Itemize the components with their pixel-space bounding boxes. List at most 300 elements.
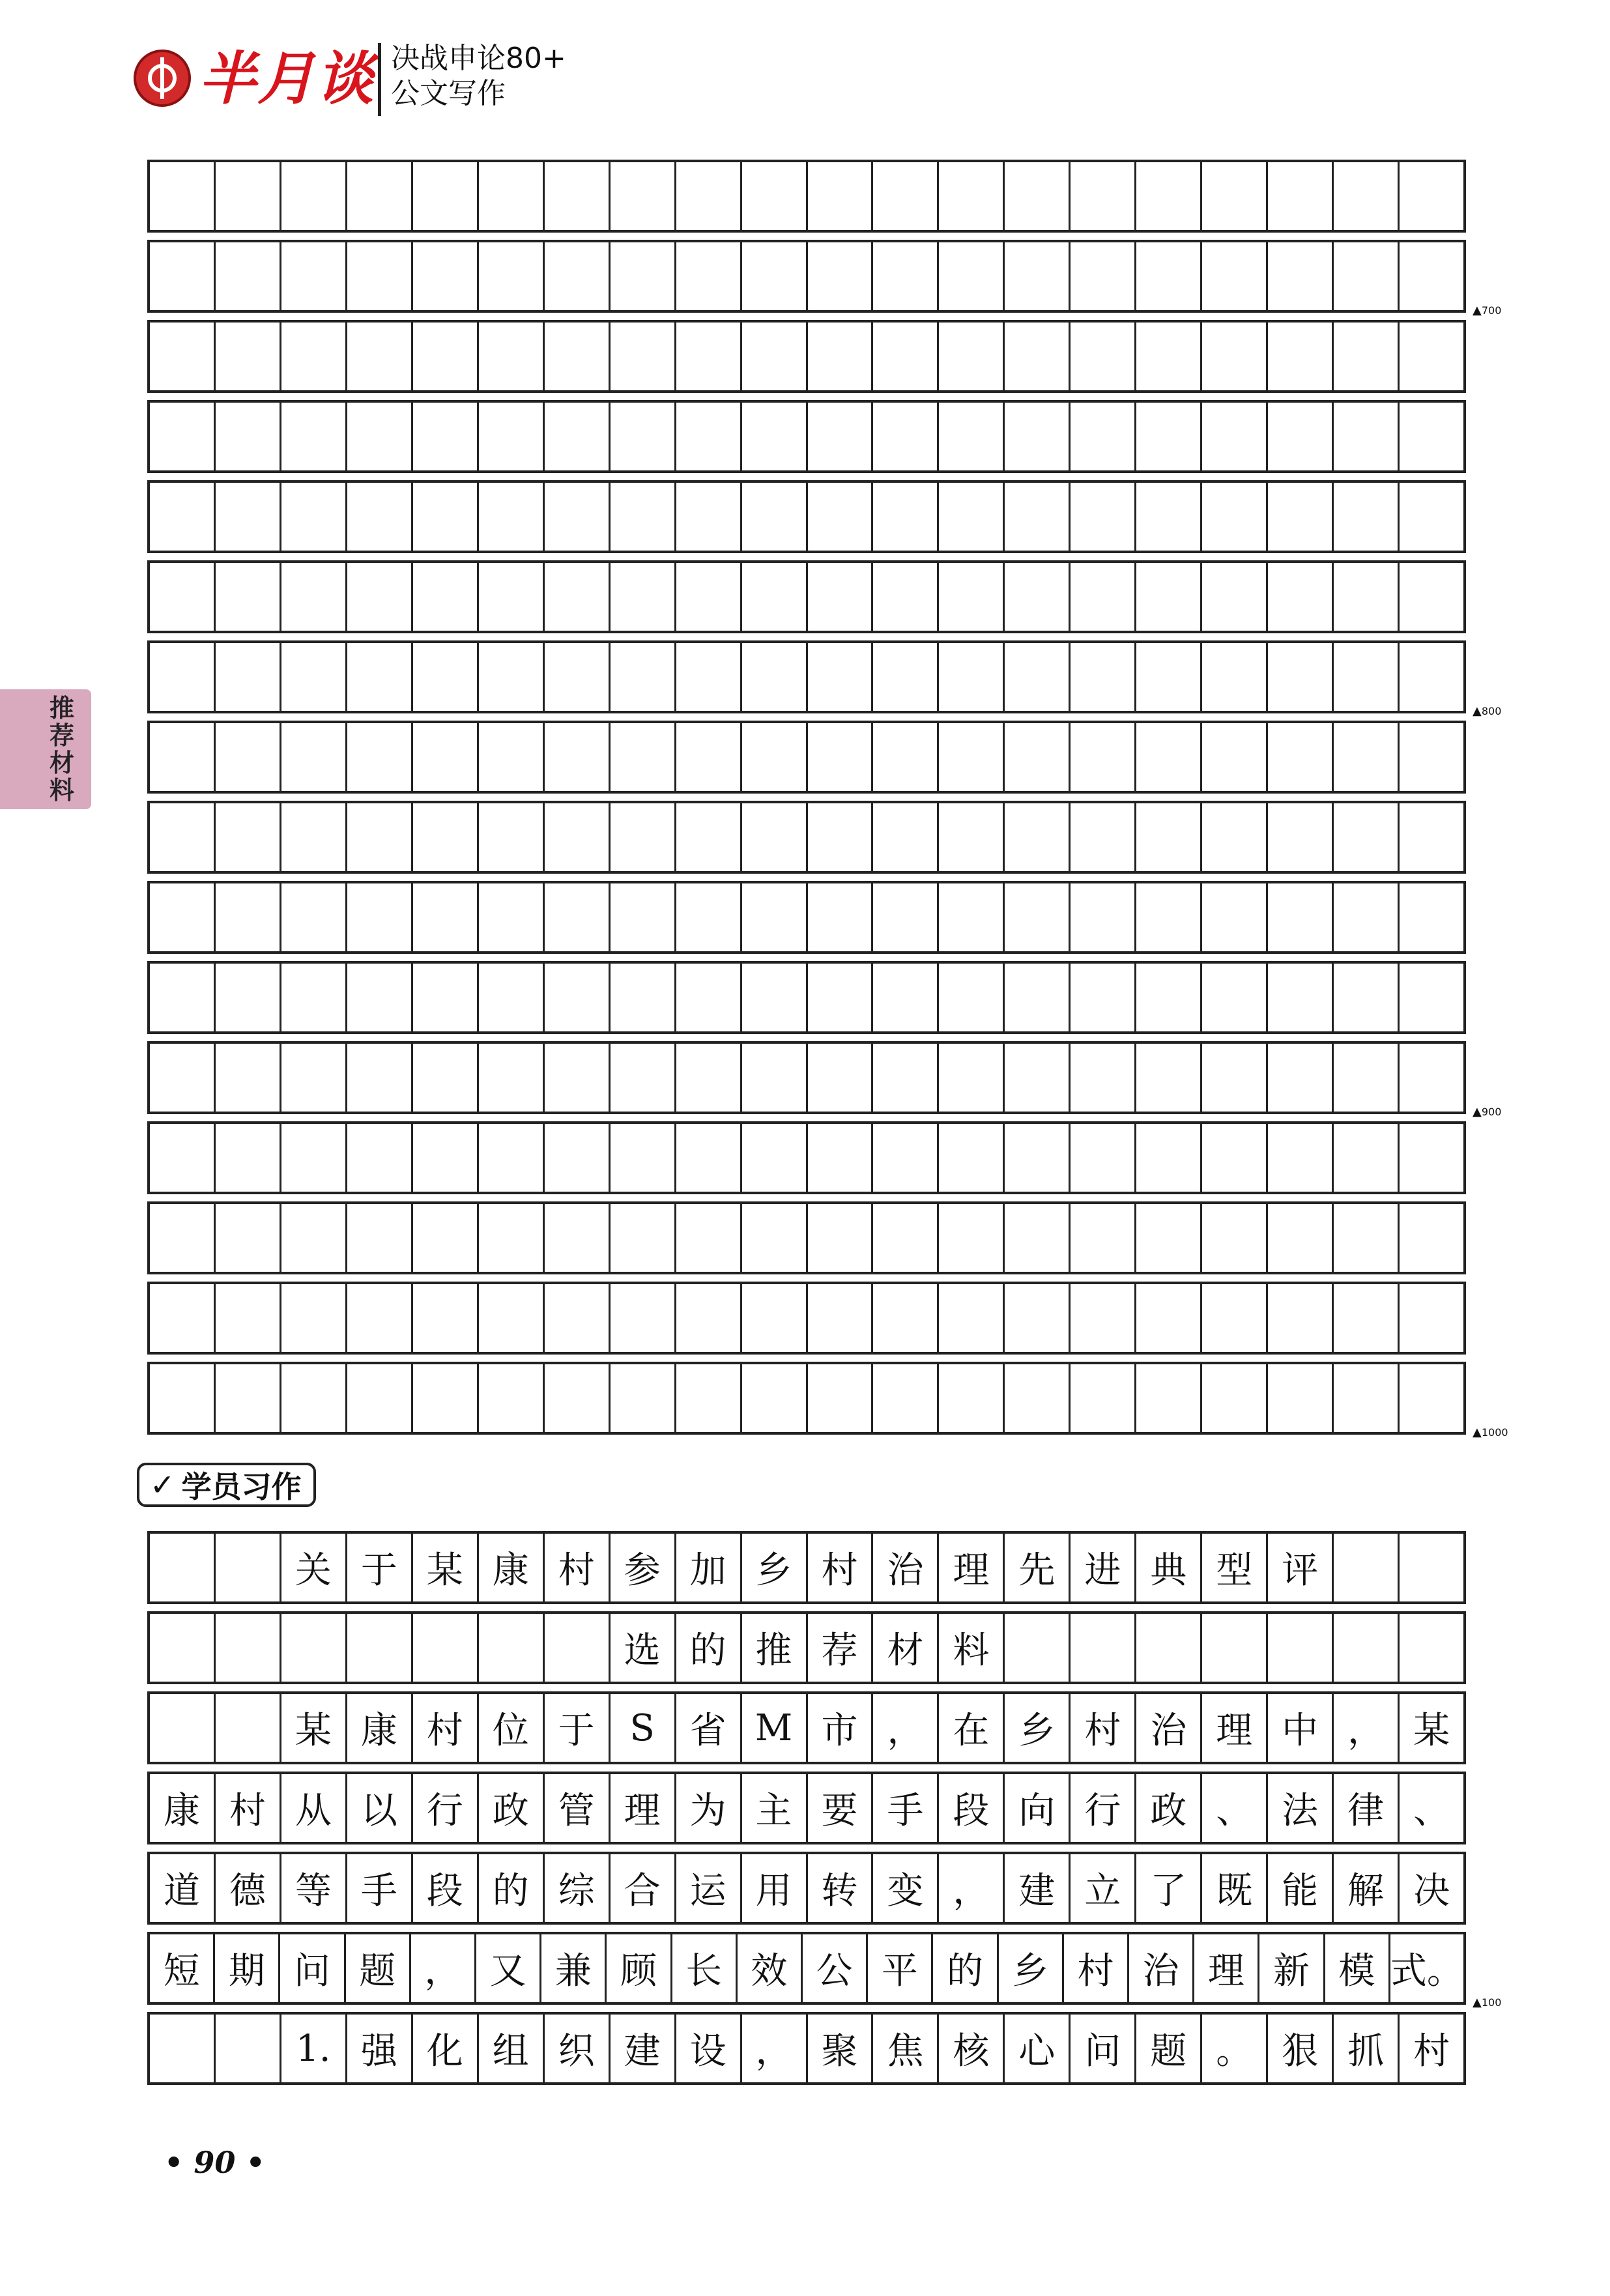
grid-cell — [808, 403, 874, 470]
grid-cell — [1268, 964, 1334, 1031]
grid-cell — [873, 1124, 939, 1192]
grid-cell — [1202, 883, 1268, 951]
grid-cell — [1202, 1284, 1268, 1352]
grid-cell — [150, 1124, 216, 1192]
grid-cell — [873, 323, 939, 390]
grid-cell — [1005, 1124, 1071, 1192]
essay-cell: 选 — [611, 1614, 676, 1682]
grid-cell — [281, 483, 347, 551]
grid-cell — [611, 723, 676, 791]
essay-cell — [1071, 1614, 1136, 1682]
essay-cell: 行 — [1071, 1774, 1136, 1842]
grid-cell — [611, 1364, 676, 1432]
essay-cell: 短 — [150, 1934, 215, 2002]
grid-cell — [873, 1204, 939, 1272]
essay-cell: 康 — [479, 1534, 545, 1601]
grid-row — [147, 560, 1466, 633]
grid-cell — [1136, 323, 1202, 390]
essay-cell: 于 — [347, 1534, 413, 1601]
essay-cell: 解 — [1334, 1854, 1400, 1922]
grid-cell — [347, 323, 413, 390]
grid-cell — [808, 162, 874, 230]
grid-cell — [1071, 883, 1136, 951]
grid-cell — [413, 563, 479, 631]
section-badge-label: 学员习作 — [181, 1469, 302, 1504]
grid-cell — [676, 1284, 742, 1352]
grid-cell — [1334, 1044, 1400, 1112]
grid-cell — [1268, 323, 1334, 390]
grid-cell — [281, 242, 347, 310]
grid-cell — [611, 883, 676, 951]
grid-cell — [347, 242, 413, 310]
grid-cell — [281, 162, 347, 230]
grid-cell — [150, 964, 216, 1031]
grid-cell — [808, 1204, 874, 1272]
essay-cell: 立 — [1071, 1854, 1136, 1922]
grid-cell — [1136, 242, 1202, 310]
essay-cell: 理 — [611, 1774, 676, 1842]
grid-cell — [1268, 1284, 1334, 1352]
essay-cell: 聚 — [808, 2015, 874, 2082]
grid-cell — [611, 964, 676, 1031]
grid-cell — [1334, 162, 1400, 230]
grid-row — [147, 480, 1466, 553]
essay-cell: 效 — [738, 1934, 803, 2002]
essay-cell: 村 — [216, 1774, 281, 1842]
essay-cell: 的 — [933, 1934, 998, 2002]
essay-cell — [1136, 1614, 1202, 1682]
essay-cell — [281, 1614, 347, 1682]
essay-cell: 化 — [413, 2015, 479, 2082]
grid-cell — [676, 1124, 742, 1192]
grid-cell — [1268, 1044, 1334, 1112]
essay-cell: 强 — [347, 2015, 413, 2082]
grid-cell — [545, 403, 611, 470]
grid-cell — [1400, 323, 1463, 390]
grid-cell — [413, 483, 479, 551]
grid-cell — [1268, 162, 1334, 230]
grid-cell — [611, 1204, 676, 1272]
grid-cell — [281, 1364, 347, 1432]
essay-cell: 问 — [1071, 2015, 1136, 2082]
essay-cell: 为 — [676, 1774, 742, 1842]
grid-cell — [808, 723, 874, 791]
essay-cell: 向 — [1005, 1774, 1071, 1842]
grid-cell — [413, 723, 479, 791]
grid-cell — [347, 1124, 413, 1192]
grid-cell — [1136, 1284, 1202, 1352]
grid-cell — [545, 483, 611, 551]
essay-cell — [216, 2015, 281, 2082]
grid-cell — [611, 403, 676, 470]
grid-cell — [216, 242, 281, 310]
essay-cell: 典 — [1136, 1534, 1202, 1601]
grid-cell — [347, 964, 413, 1031]
grid-cell — [1136, 563, 1202, 631]
essay-cell: ， — [939, 1854, 1005, 1922]
essay-cell: 转 — [808, 1854, 874, 1922]
grid-cell — [1071, 1284, 1136, 1352]
grid-cell — [742, 723, 808, 791]
essay-cell: 式。 — [1390, 1950, 1463, 1992]
grid-cell — [873, 643, 939, 711]
essay-cell: 村 — [1064, 1934, 1129, 2002]
grid-cell — [1005, 403, 1071, 470]
essay-cell: 市 — [808, 1694, 874, 1762]
grid-cell — [545, 1284, 611, 1352]
essay-cell — [150, 1534, 216, 1601]
grid-cell — [413, 883, 479, 951]
grid-row — [147, 721, 1466, 794]
grid-cell — [479, 1364, 545, 1432]
grid-cell — [1400, 723, 1463, 791]
grid-cell — [545, 643, 611, 711]
grid-cell — [1136, 1204, 1202, 1272]
essay-cell: 抓 — [1334, 2015, 1400, 2082]
essay-cell: S — [611, 1694, 676, 1762]
grid-cell — [479, 883, 545, 951]
grid-cell — [1400, 1204, 1463, 1272]
grid-cell — [808, 563, 874, 631]
grid-cell — [1268, 242, 1334, 310]
grid-row — [147, 1121, 1466, 1194]
grid-cell — [1202, 242, 1268, 310]
grid-cell — [150, 323, 216, 390]
grid-cell — [939, 323, 1005, 390]
grid-cell — [1071, 1044, 1136, 1112]
grid-cell — [1005, 323, 1071, 390]
grid-cell — [676, 162, 742, 230]
grid-cell — [676, 803, 742, 871]
grid-cell — [216, 964, 281, 1031]
header-divider — [378, 43, 381, 116]
grid-cell — [281, 1204, 347, 1272]
grid-cell — [150, 803, 216, 871]
grid-cell — [808, 1284, 874, 1352]
grid-cell — [1071, 483, 1136, 551]
grid-cell — [808, 883, 874, 951]
grid-cell — [216, 883, 281, 951]
grid-cell — [1005, 1284, 1071, 1352]
essay-row — [147, 2012, 1466, 2085]
grid-cell — [1202, 403, 1268, 470]
essay-cell: 手 — [873, 1774, 939, 1842]
grid-cell — [1005, 723, 1071, 791]
essay-row — [147, 1932, 1466, 2005]
essay-cell: 用 — [742, 1854, 808, 1922]
grid-cell — [413, 242, 479, 310]
grid-row — [147, 1041, 1466, 1114]
grid-cell — [545, 323, 611, 390]
essay-cell: 的 — [479, 1854, 545, 1922]
essay-cell: 题 — [346, 1934, 411, 2002]
grid-cell — [1400, 1284, 1463, 1352]
grid-cell — [1005, 883, 1071, 951]
essay-cell: 乡 — [1005, 1694, 1071, 1762]
grid-cell — [1334, 803, 1400, 871]
grid-cell — [347, 483, 413, 551]
grid-cell — [742, 964, 808, 1031]
grid-cell — [479, 162, 545, 230]
essay-cell: 加 — [676, 1534, 742, 1601]
grid-cell — [347, 1044, 413, 1112]
grid-cell — [939, 643, 1005, 711]
grid-cell — [939, 1204, 1005, 1272]
grid-row — [147, 320, 1466, 393]
grid-cell — [413, 1124, 479, 1192]
essay-cell: 变 — [873, 1854, 939, 1922]
grid-cell — [1071, 323, 1136, 390]
essay-cell: 治 — [1129, 1934, 1194, 2002]
essay-cell: 主 — [742, 1774, 808, 1842]
grid-cell — [216, 323, 281, 390]
essay-cell: 行 — [413, 1774, 479, 1842]
grid-cell — [216, 1044, 281, 1112]
essay-cell: 关 — [281, 1534, 347, 1601]
essay-cell: 既 — [1202, 1854, 1268, 1922]
essay-cell — [150, 2015, 216, 2082]
grid-cell — [873, 723, 939, 791]
grid-cell — [347, 403, 413, 470]
essay-cell: 决 — [1413, 1870, 1450, 1912]
essay-cell: 公 — [803, 1934, 868, 2002]
grid-cell — [413, 803, 479, 871]
grid-cell — [216, 1284, 281, 1352]
grid-cell — [1071, 162, 1136, 230]
grid-cell — [808, 483, 874, 551]
word-count-marker: ▲ 800 — [1473, 706, 1501, 717]
grid-cell — [479, 964, 545, 1031]
grid-cell — [1400, 803, 1463, 871]
grid-cell — [281, 643, 347, 711]
grid-cell — [413, 643, 479, 711]
grid-cell — [742, 323, 808, 390]
grid-cell — [676, 242, 742, 310]
grid-cell — [873, 483, 939, 551]
grid-cell — [281, 1124, 347, 1192]
essay-cell: 治 — [873, 1534, 939, 1601]
grid-cell — [216, 1124, 281, 1192]
grid-cell — [1268, 483, 1334, 551]
grid-cell — [676, 563, 742, 631]
grid-row — [147, 1282, 1466, 1355]
grid-cell — [347, 883, 413, 951]
essay-cell: 织 — [545, 2015, 611, 2082]
essay-cell: 于 — [545, 1694, 611, 1762]
grid-cell — [1136, 1124, 1202, 1192]
grid-cell — [1268, 643, 1334, 711]
grid-cell — [479, 1204, 545, 1272]
essay-cell — [216, 1614, 281, 1682]
grid-cell — [808, 1124, 874, 1192]
essay-cell: 康 — [150, 1774, 216, 1842]
grid-cell — [742, 1284, 808, 1352]
grid-cell — [939, 403, 1005, 470]
grid-row — [147, 1201, 1466, 1274]
grid-cell — [808, 242, 874, 310]
grid-cell — [545, 803, 611, 871]
grid-cell — [1334, 1364, 1400, 1432]
grid-cell — [150, 643, 216, 711]
grid-cell — [1005, 1364, 1071, 1432]
grid-cell — [676, 403, 742, 470]
grid-row — [147, 881, 1466, 954]
essay-cell: 中 — [1268, 1694, 1334, 1762]
grid-cell — [281, 883, 347, 951]
grid-cell — [545, 563, 611, 631]
essay-cell: 的 — [676, 1614, 742, 1682]
essay-cell: 顾 — [607, 1934, 672, 2002]
essay-cell: 问 — [280, 1934, 345, 2002]
grid-cell — [873, 403, 939, 470]
grid-cell — [611, 803, 676, 871]
grid-cell — [873, 1044, 939, 1112]
grid-cell — [1400, 1044, 1463, 1112]
essay-cell: 段 — [413, 1854, 479, 1922]
grid-cell — [676, 483, 742, 551]
grid-cell — [1071, 403, 1136, 470]
grid-cell — [479, 563, 545, 631]
grid-cell — [150, 242, 216, 310]
grid-cell — [873, 563, 939, 631]
grid-cell — [1071, 1364, 1136, 1432]
grid-cell — [1268, 883, 1334, 951]
essay-row — [147, 1691, 1466, 1764]
grid-cell — [1136, 964, 1202, 1031]
grid-cell — [281, 1284, 347, 1352]
grid-cell — [1005, 483, 1071, 551]
grid-cell — [1202, 323, 1268, 390]
essay-cell — [1005, 1614, 1071, 1682]
grid-cell — [1334, 883, 1400, 951]
grid-cell — [479, 242, 545, 310]
grid-cell — [413, 1284, 479, 1352]
grid-cell — [742, 483, 808, 551]
grid-cell — [1136, 483, 1202, 551]
grid-cell — [611, 242, 676, 310]
essay-row — [147, 1611, 1466, 1684]
grid-cell — [939, 1364, 1005, 1432]
grid-cell — [347, 1204, 413, 1272]
essay-row — [147, 1852, 1466, 1925]
essay-cell: 长 — [672, 1934, 738, 2002]
essay-cell: 理 — [1202, 1694, 1268, 1762]
grid-cell — [939, 1284, 1005, 1352]
essay-cell: 参 — [611, 1534, 676, 1601]
grid-cell — [1202, 803, 1268, 871]
essay-cell: 进 — [1071, 1534, 1136, 1601]
grid-cell — [1334, 323, 1400, 390]
grid-cell — [808, 803, 874, 871]
grid-cell — [479, 723, 545, 791]
grid-cell — [150, 1284, 216, 1352]
grid-cell — [347, 1364, 413, 1432]
essay-cell — [1268, 1614, 1334, 1682]
grid-cell — [939, 563, 1005, 631]
grid-cell — [545, 964, 611, 1031]
grid-cell — [939, 162, 1005, 230]
grid-cell — [676, 323, 742, 390]
grid-row — [147, 400, 1466, 473]
grid-cell — [1334, 964, 1400, 1031]
essay-cell: 型 — [1202, 1534, 1268, 1601]
grid-cell — [939, 803, 1005, 871]
essay-cell: 建 — [611, 2015, 676, 2082]
grid-cell — [873, 964, 939, 1031]
grid-cell — [1136, 723, 1202, 791]
essay-row — [147, 1531, 1466, 1604]
essay-cell: 手 — [347, 1854, 413, 1922]
grid-cell — [1400, 964, 1463, 1031]
essay-cell: 政 — [1136, 1774, 1202, 1842]
grid-cell — [1202, 162, 1268, 230]
grid-cell — [413, 964, 479, 1031]
grid-cell — [939, 483, 1005, 551]
grid-row — [147, 640, 1466, 713]
essay-cell: 心 — [1005, 2015, 1071, 2082]
grid-row — [147, 1362, 1466, 1435]
essay-cell: 运 — [676, 1854, 742, 1922]
essay-cell: 位 — [479, 1694, 545, 1762]
grid-cell — [150, 1204, 216, 1272]
grid-cell — [1334, 1124, 1400, 1192]
grid-cell — [281, 723, 347, 791]
side-tab — [0, 689, 91, 809]
grid-cell — [216, 162, 281, 230]
grid-cell — [545, 1364, 611, 1432]
grid-cell — [150, 403, 216, 470]
essay-cell: 又 — [476, 1934, 541, 2002]
essay-cell: 新 — [1259, 1934, 1325, 2002]
essay-cell: 律 — [1334, 1774, 1400, 1842]
grid-row — [147, 801, 1466, 874]
essay-cell: ， — [873, 1694, 939, 1762]
grid-cell — [676, 1044, 742, 1112]
essay-cell: 要 — [808, 1774, 874, 1842]
grid-cell — [1400, 403, 1463, 470]
essay-cell: 理 — [939, 1534, 1005, 1601]
essay-cell — [479, 1614, 545, 1682]
grid-cell — [873, 1284, 939, 1352]
essay-cell — [1400, 1614, 1463, 1682]
grid-cell — [873, 803, 939, 871]
essay-cell — [150, 1694, 216, 1762]
essay-cell: 建 — [1005, 1854, 1071, 1922]
grid-cell — [676, 883, 742, 951]
grid-cell — [873, 883, 939, 951]
essay-cell: 兼 — [541, 1934, 607, 2002]
grid-cell — [545, 883, 611, 951]
essay-cell: 1. — [281, 2015, 347, 2082]
grid-cell — [347, 1284, 413, 1352]
essay-cell: 推 — [742, 1614, 808, 1682]
grid-cell — [1005, 1044, 1071, 1112]
grid-cell — [1136, 162, 1202, 230]
grid-cell — [1071, 563, 1136, 631]
grid-cell — [479, 483, 545, 551]
essay-cell — [545, 1614, 611, 1682]
essay-cell: 、 — [1413, 1790, 1450, 1832]
grid-cell — [413, 1044, 479, 1112]
grid-cell — [873, 162, 939, 230]
essay-cell — [413, 1614, 479, 1682]
grid-cell — [611, 1124, 676, 1192]
grid-cell — [1202, 723, 1268, 791]
grid-cell — [676, 1364, 742, 1432]
grid-cell — [1334, 403, 1400, 470]
grid-cell — [873, 242, 939, 310]
grid-cell — [1202, 1364, 1268, 1432]
